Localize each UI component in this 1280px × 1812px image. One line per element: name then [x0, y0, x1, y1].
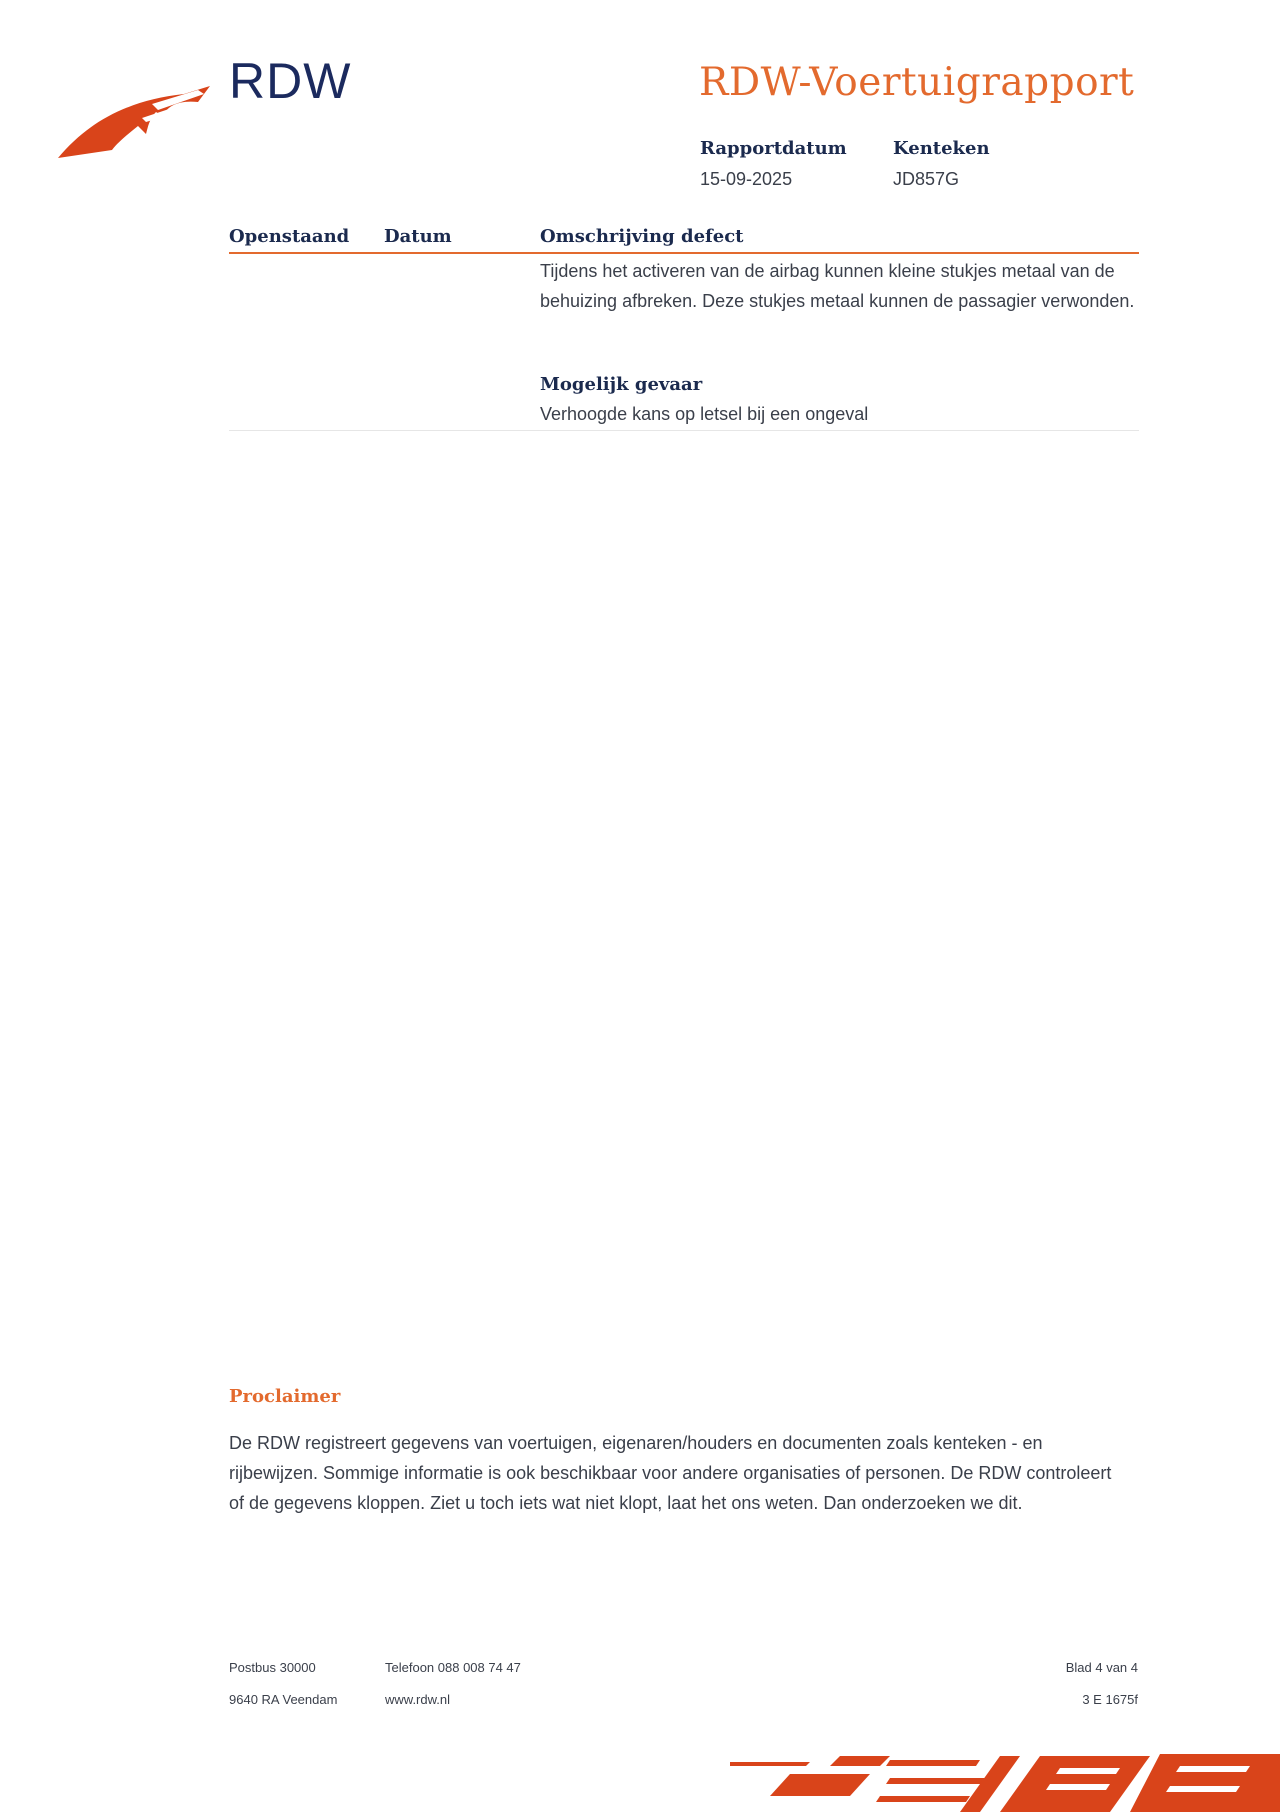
proclaimer-title: Proclaimer [229, 1386, 341, 1407]
plate-value: JD857G [893, 169, 960, 189]
table-row [229, 254, 1139, 431]
table-header [229, 224, 1139, 254]
page-title: RDW-Voertuigrapport [699, 60, 1135, 105]
logo-text: RDW [229, 53, 352, 109]
footer-phone: Telefoon 088 008 74 47 [385, 1660, 521, 1675]
footer-website: www.rdw.nl [385, 1692, 451, 1707]
plate [893, 138, 990, 190]
proclaimer-text: De RDW registreert gegevens van voertuigen, eigenaren/houders en documenten zoals kenteken - en rijbewijzen. Sommige informatie is ook beschikbaar voor andere organisaties of personen. De RDW controleert of de gegevens kloppen. Ziet u toch iets wat niet klopt, laat het ons weten. Dan onderzoeken we dit. [229, 1433, 1112, 1513]
report-date-value: 15-09-2025 [700, 169, 793, 189]
footer-postbus: Postbus 30000 [229, 1660, 316, 1675]
column-header-omschrijving: Omschrijving defect [540, 226, 744, 247]
footer-code: 3 E 1675f [1082, 1692, 1138, 1707]
column-header-datum: Datum [384, 226, 452, 247]
report-date-label: Rapportdatum [700, 138, 847, 159]
column-header-openstaand: Openstaand [229, 226, 350, 247]
rdw-logo-icon [58, 82, 210, 162]
defects-table [229, 224, 1139, 431]
danger-value: Verhoogde kans op letsel bij een ongeval [540, 404, 869, 424]
report-date [700, 138, 847, 190]
footer-page: Blad 4 van 4 [1065, 1660, 1138, 1675]
plate-label: Kenteken [893, 138, 990, 159]
danger-label: Mogelijk gevaar [540, 374, 703, 395]
decorative-stripes-icon [730, 1752, 1280, 1812]
defect-description: Tijdens het activeren van de airbag kunnen kleine stukjes metaal van de behuizing afbreken. Deze stukjes metaal kunnen de passagier verwonden. [540, 261, 1135, 311]
footer-city: 9640 RA Veendam [229, 1692, 338, 1707]
